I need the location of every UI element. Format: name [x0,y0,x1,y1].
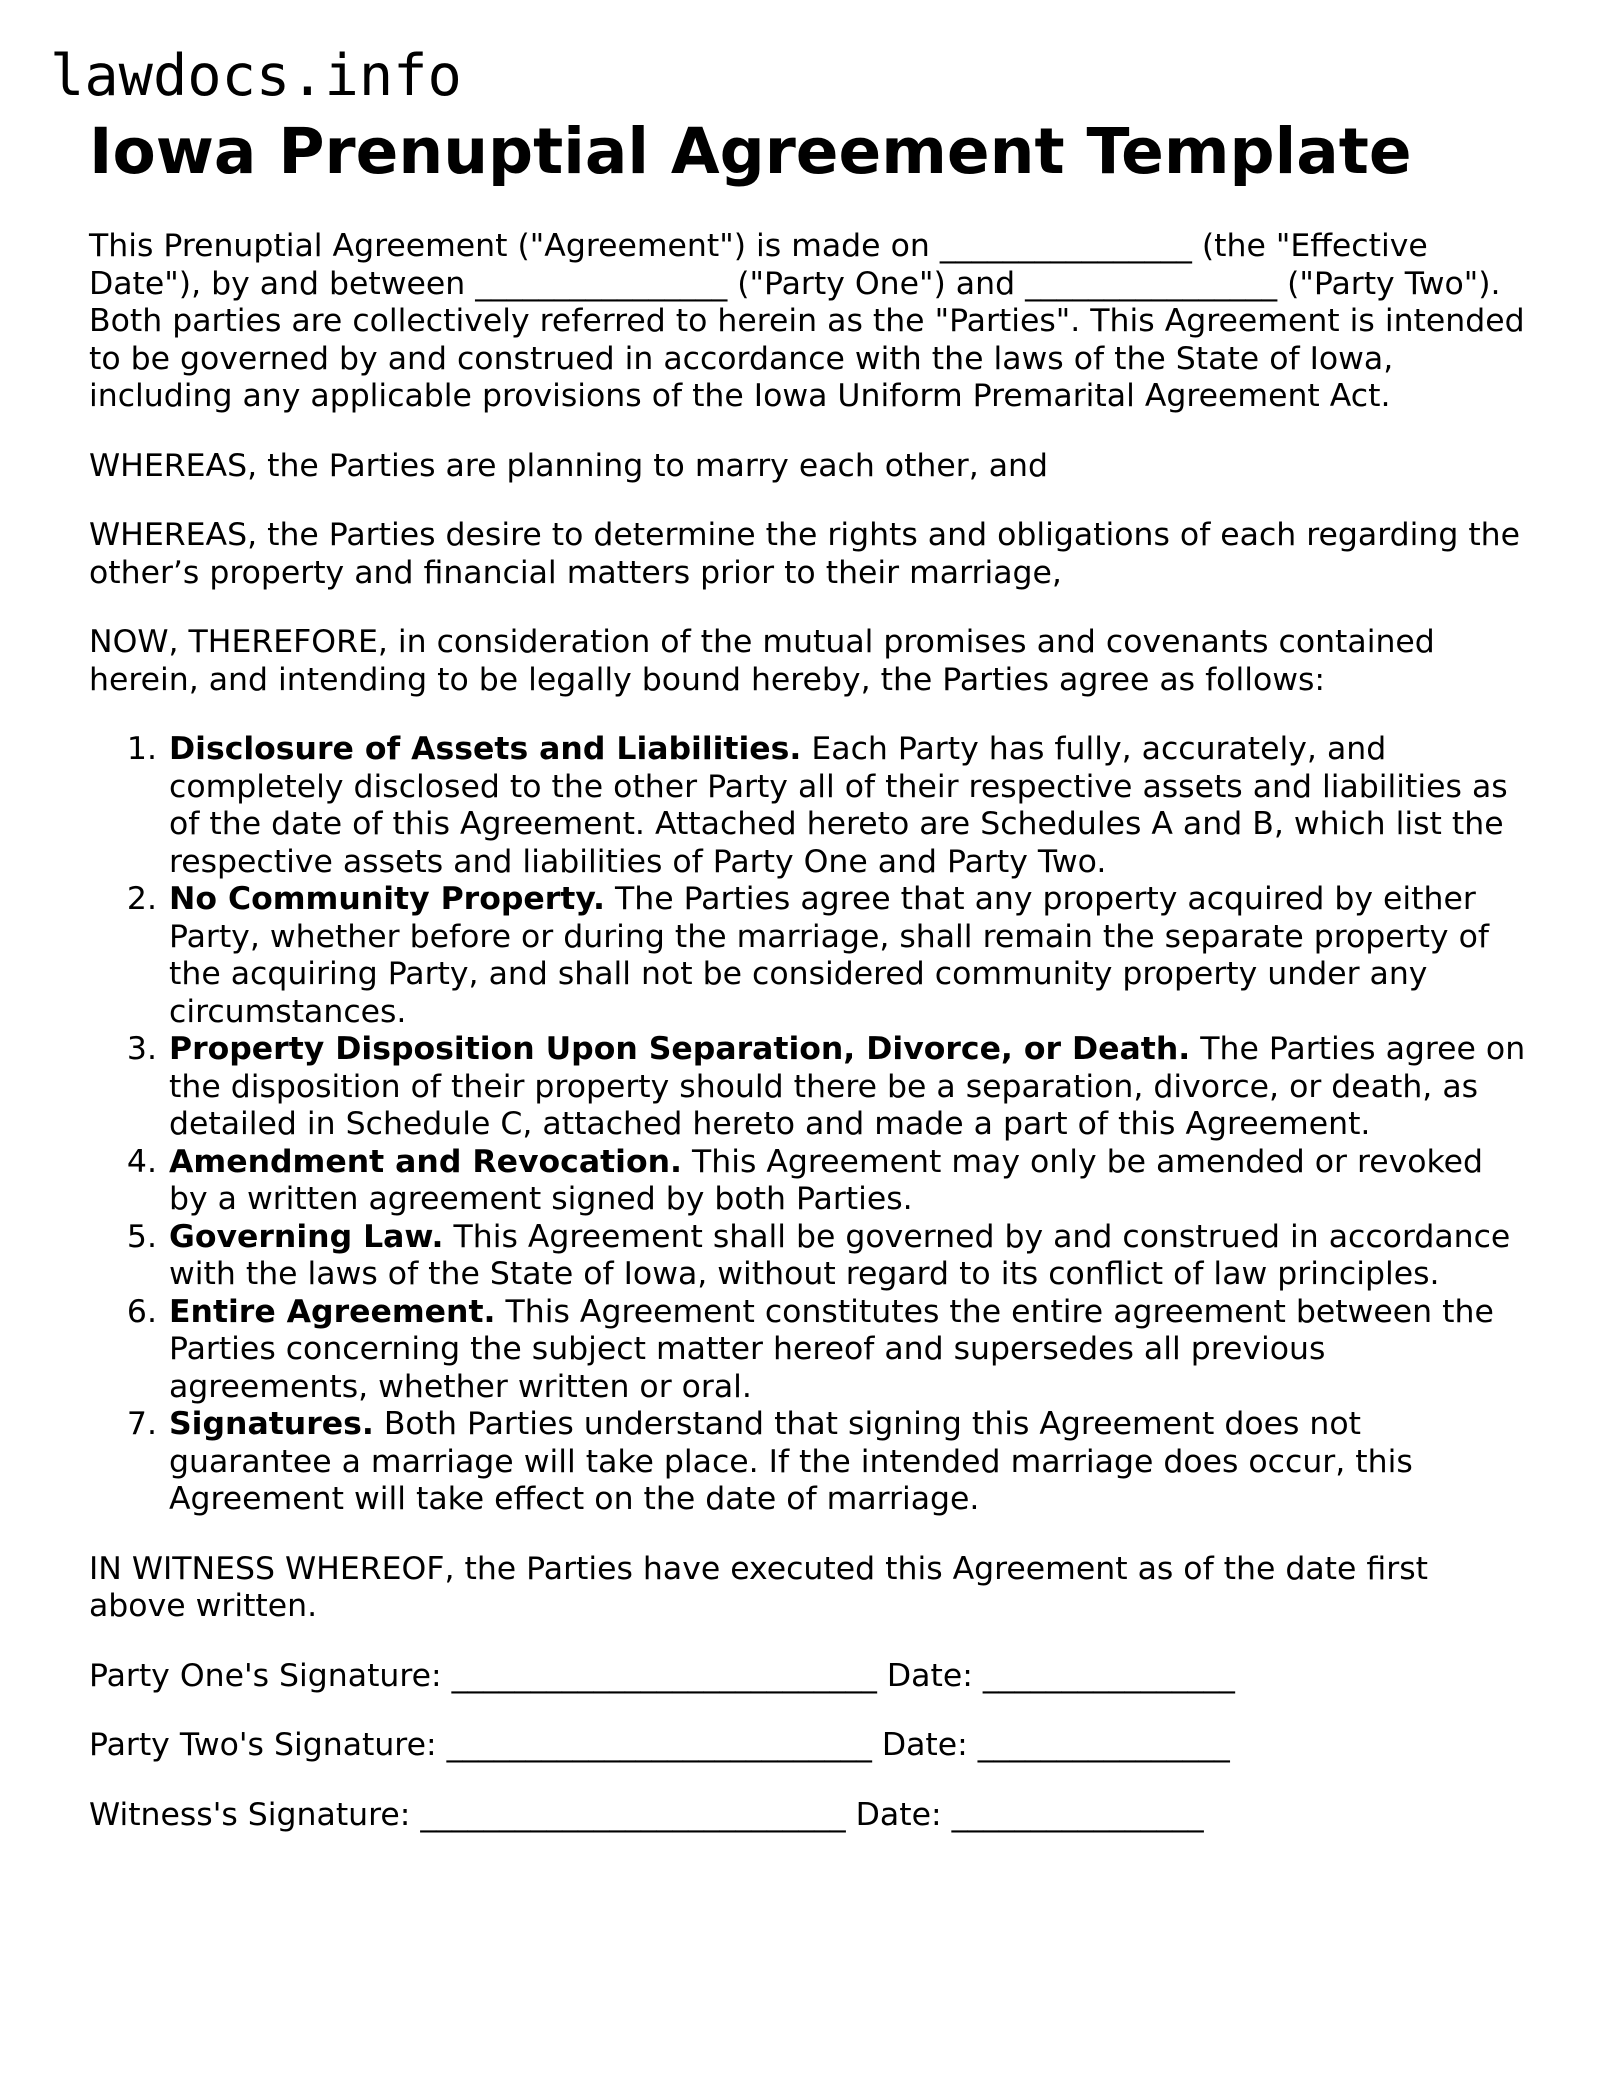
clause-item [167,1031,1529,1144]
clause-heading: Property Disposition Upon Separation, Divorce, or Death. [169,1031,1191,1067]
clause-heading: Entire Agreement. [169,1293,496,1330]
clause-item [167,1219,1529,1294]
whereas-paragraph-1: WHEREAS, the Parties are planning to marry each other, and [89,447,1049,484]
clauses-list [89,731,1529,1519]
clause-item [167,1406,1529,1519]
clause-body: The Parties agree on the disposition of their property should there be a separation, divorce, or death, as detailed in Schedule C, attached hereto and made a part of this Agreement. [169,1031,1526,1142]
clause-heading: Disclosure of Assets and Liabilities. [169,731,802,767]
clause-heading: Governing Law. [169,1218,444,1255]
clause-body: This Agreement constitutes the entire agreement between the Parties concerning the subject matter hereof and supersedes all previous agreements, whether written or oral. [169,1293,1494,1405]
in-witness-paragraph: IN WITNESS WHEREOF, the Parties have executed this Agreement as of the date first above written. [89,1550,1428,1624]
clause-item [167,1144,1529,1219]
clause-body: The Parties agree that any property acquired by either Party, whether before or during the marriage, shall remain the separate property of the acquiring Party, and shall not be considered community property under any circumstances. [169,881,1489,1030]
clause-body: Each Party has fully, accurately, and completely disclosed to the other Party all of their respective assets and liabilities as of the date of this Agreement. Attached hereto are Schedules A and B, which list the respective assets and liabilities of Party One and Party Two. [169,731,1508,880]
party-one-signature-line: Party One's Signature: ___________________________ Date: ________________ [89,1657,1235,1694]
intro-paragraph: This Prenuptial Agreement ("Agreement") is made on ________________ (the "Effective Date"), by and between ________________ ("Party One") and ________________ ("Party Two"). Both parties are collectively referred to herein as the "Parties". This Agreement is intended to be governed by and construed in accordance with the laws of the State of Iowa, including any applicable provisions of the Iowa Uniform Premarital Agreement Act. [89,228,1525,414]
clause-body: This Agreement shall be governed by and construed in accordance with the laws of the State of Iowa, without regard to its conflict of law principles. [169,1218,1511,1292]
clause-heading: Amendment and Revocation. [169,1143,682,1180]
clause-item [167,731,1529,881]
site-watermark: lawdocs.info [50,43,462,109]
clause-heading: Signatures. [169,1406,374,1442]
whereas-paragraph-2: WHEREAS, the Parties desire to determine the rights and obligations of each regarding the other’s property and financial matters prior to their marriage, [89,517,1521,591]
clause-heading: No Community Property. [169,881,605,917]
clause-item [167,1294,1529,1407]
now-therefore-paragraph: NOW, THEREFORE, in consideration of the mutual promises and covenants contained herein, and intending to be legally bound hereby, the Parties agree as follows: [89,624,1435,698]
clause-body: Both Parties understand that signing this Agreement does not guarantee a marriage will take place. If the intended marriage does occur, this Agreement will take effect on the date of marriage. [169,1406,1413,1517]
clause-body: This Agreement may only be amended or revoked by a written agreement signed by both Parties. [169,1143,1484,1217]
party-two-signature-line: Party Two's Signature: ___________________________ Date: ________________ [89,1727,1230,1763]
witness-signature-line: Witness's Signature: ___________________________ Date: ________________ [89,1796,1204,1833]
clause-item [167,881,1529,1031]
document-body [89,112,1529,1834]
document-title: Iowa Prenuptial Agreement Template [89,115,1412,188]
